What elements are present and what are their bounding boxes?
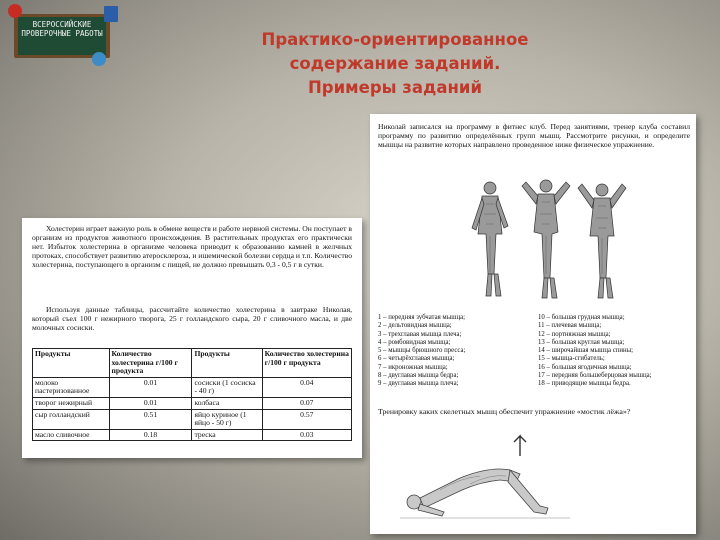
legend-item: 4 – ромбовидная мышца;: [378, 338, 451, 346]
table-cell: 0.03: [262, 429, 351, 441]
table-cell: творог нежирный: [33, 397, 110, 409]
table-cell: сыр голландский: [33, 409, 110, 429]
table-cell: масло сливочное: [33, 429, 110, 441]
task-paragraph-2: Используя данные таблицы, рассчитайте количество холестерина в завтраке Николая, который съел 100 г нежирного творога, 25 г голландского сыра, 20 г сливочного масла, и две молочных сосиски.: [32, 305, 352, 332]
legend-item: 6 – четырёхглавая мышца;: [378, 355, 455, 363]
table-cell: 0.18: [109, 429, 192, 441]
table-row: [33, 409, 352, 429]
table-header-cell: Количество холестерина г/100 г продукта: [109, 349, 192, 378]
legend-item: 7 – икроножная мышца;: [378, 363, 448, 371]
table-row: [33, 397, 352, 409]
legend-item: 5 – мышцы брюшного пресса;: [378, 347, 466, 355]
table-cell: сосиски (1 сосиска - 40 г): [192, 377, 262, 397]
title-line-2: содержание заданий.: [289, 54, 501, 73]
table-cell: 0.57: [262, 409, 351, 429]
cholesterol-table: [32, 348, 352, 441]
legend-item: 13 – большая круглая мышца;: [538, 338, 625, 346]
chalkboard-logo: [8, 4, 120, 66]
legend-item: 15 – мышца-сгибатель;: [538, 355, 605, 363]
title-line-3: Примеры заданий: [307, 78, 483, 97]
legend-item: 11 – плечевая мышца;: [538, 322, 602, 330]
legend-item: 12 – портняжная мышца;: [538, 330, 611, 338]
table-header-cell: Продукты: [33, 349, 110, 378]
legend-item: 3 – трехглавая мышца плеча;: [378, 330, 462, 338]
legend-item: 17 – передняя большеберцовая мышца;: [538, 372, 652, 380]
chalkboard-text: ВСЕРОССИЙСКИЕ ПРОВЕРОЧНЫЕ РАБОТЫ: [21, 20, 103, 38]
table-cell: молоко пастеризованное: [33, 377, 110, 397]
table-row: [33, 377, 352, 397]
task-paragraph-1: Холестерин играет важную роль в обмене веществ и работе нервной системы. Он поступает в организм из продуктов животного происхождения. В растительных продуктах его практически нет. Избыток холестерина в организме человека приводит к образованию камней в желчных протоках, способствует развитию атеросклероза, и ишемической болезни сердца и т.п. Количество холестерина, поступающего в организм с пищей, не должно превышать 0,3 - 0,5 г в сутки.: [32, 224, 352, 269]
table-header-cell: Продукты: [192, 349, 262, 378]
table-cell: 0.01: [109, 397, 192, 409]
muscle-task-intro: Николай записался на программу в фитнес клуб. Перед занятиями, тренер клуба составил программу по развитию определённых групп мышц. Рассмотрите рисунки, и определите мышцы на развитие которых направлено проведенное ниже физическое упражнение.: [378, 122, 690, 149]
table-cell: 0.07: [262, 397, 351, 409]
muscle-legend: [378, 314, 690, 389]
legend-item: 2 – дельтовидная мышца;: [378, 322, 452, 330]
legend-item: 16 – большая ягодичная мышца;: [538, 363, 632, 371]
table-cell: 0.01: [109, 377, 192, 397]
table-cell: колбаса: [192, 397, 262, 409]
slide-title: [230, 28, 560, 100]
legend-item: 10 – большая грудная мышца;: [538, 314, 625, 321]
cholesterol-task-page: [22, 218, 362, 458]
apple-icon: [8, 4, 22, 18]
table-cell: треска: [192, 429, 262, 441]
legend-item: 18 – приводящие мышцы бедра.: [538, 380, 631, 388]
muscle-question: Тренировку каких скелетных мышц обеспечит упражнение «мостик лёжа»?: [378, 407, 631, 416]
globe-icon: [92, 52, 106, 66]
table-cell: яйцо куриное (1 яйцо - 50 г): [192, 409, 262, 429]
muscle-task-page: [370, 114, 696, 534]
legend-item: 1 – передняя зубчатая мышца;: [378, 314, 466, 321]
legend-item: 14 – широчайшая мышца спины;: [538, 347, 634, 355]
table-row: [33, 429, 352, 441]
legend-item: 8 – двуглавая мышца бедра;: [378, 372, 459, 380]
legend-item: 9 – двуглавая мышца плеча;: [378, 380, 459, 388]
arrow-up-icon: [514, 436, 526, 456]
table-cell: 0.51: [109, 409, 192, 429]
table-header-cell: Количество холестерина г/100 г продукта: [262, 349, 351, 378]
bridge-exercise-illustration: [400, 426, 570, 522]
muscle-figures-illustration: [468, 174, 628, 304]
book-icon: [104, 6, 118, 22]
table-header-row: [33, 349, 352, 378]
title-line-1: Практико-ориентированное: [261, 30, 529, 49]
table-cell: 0.04: [262, 377, 351, 397]
